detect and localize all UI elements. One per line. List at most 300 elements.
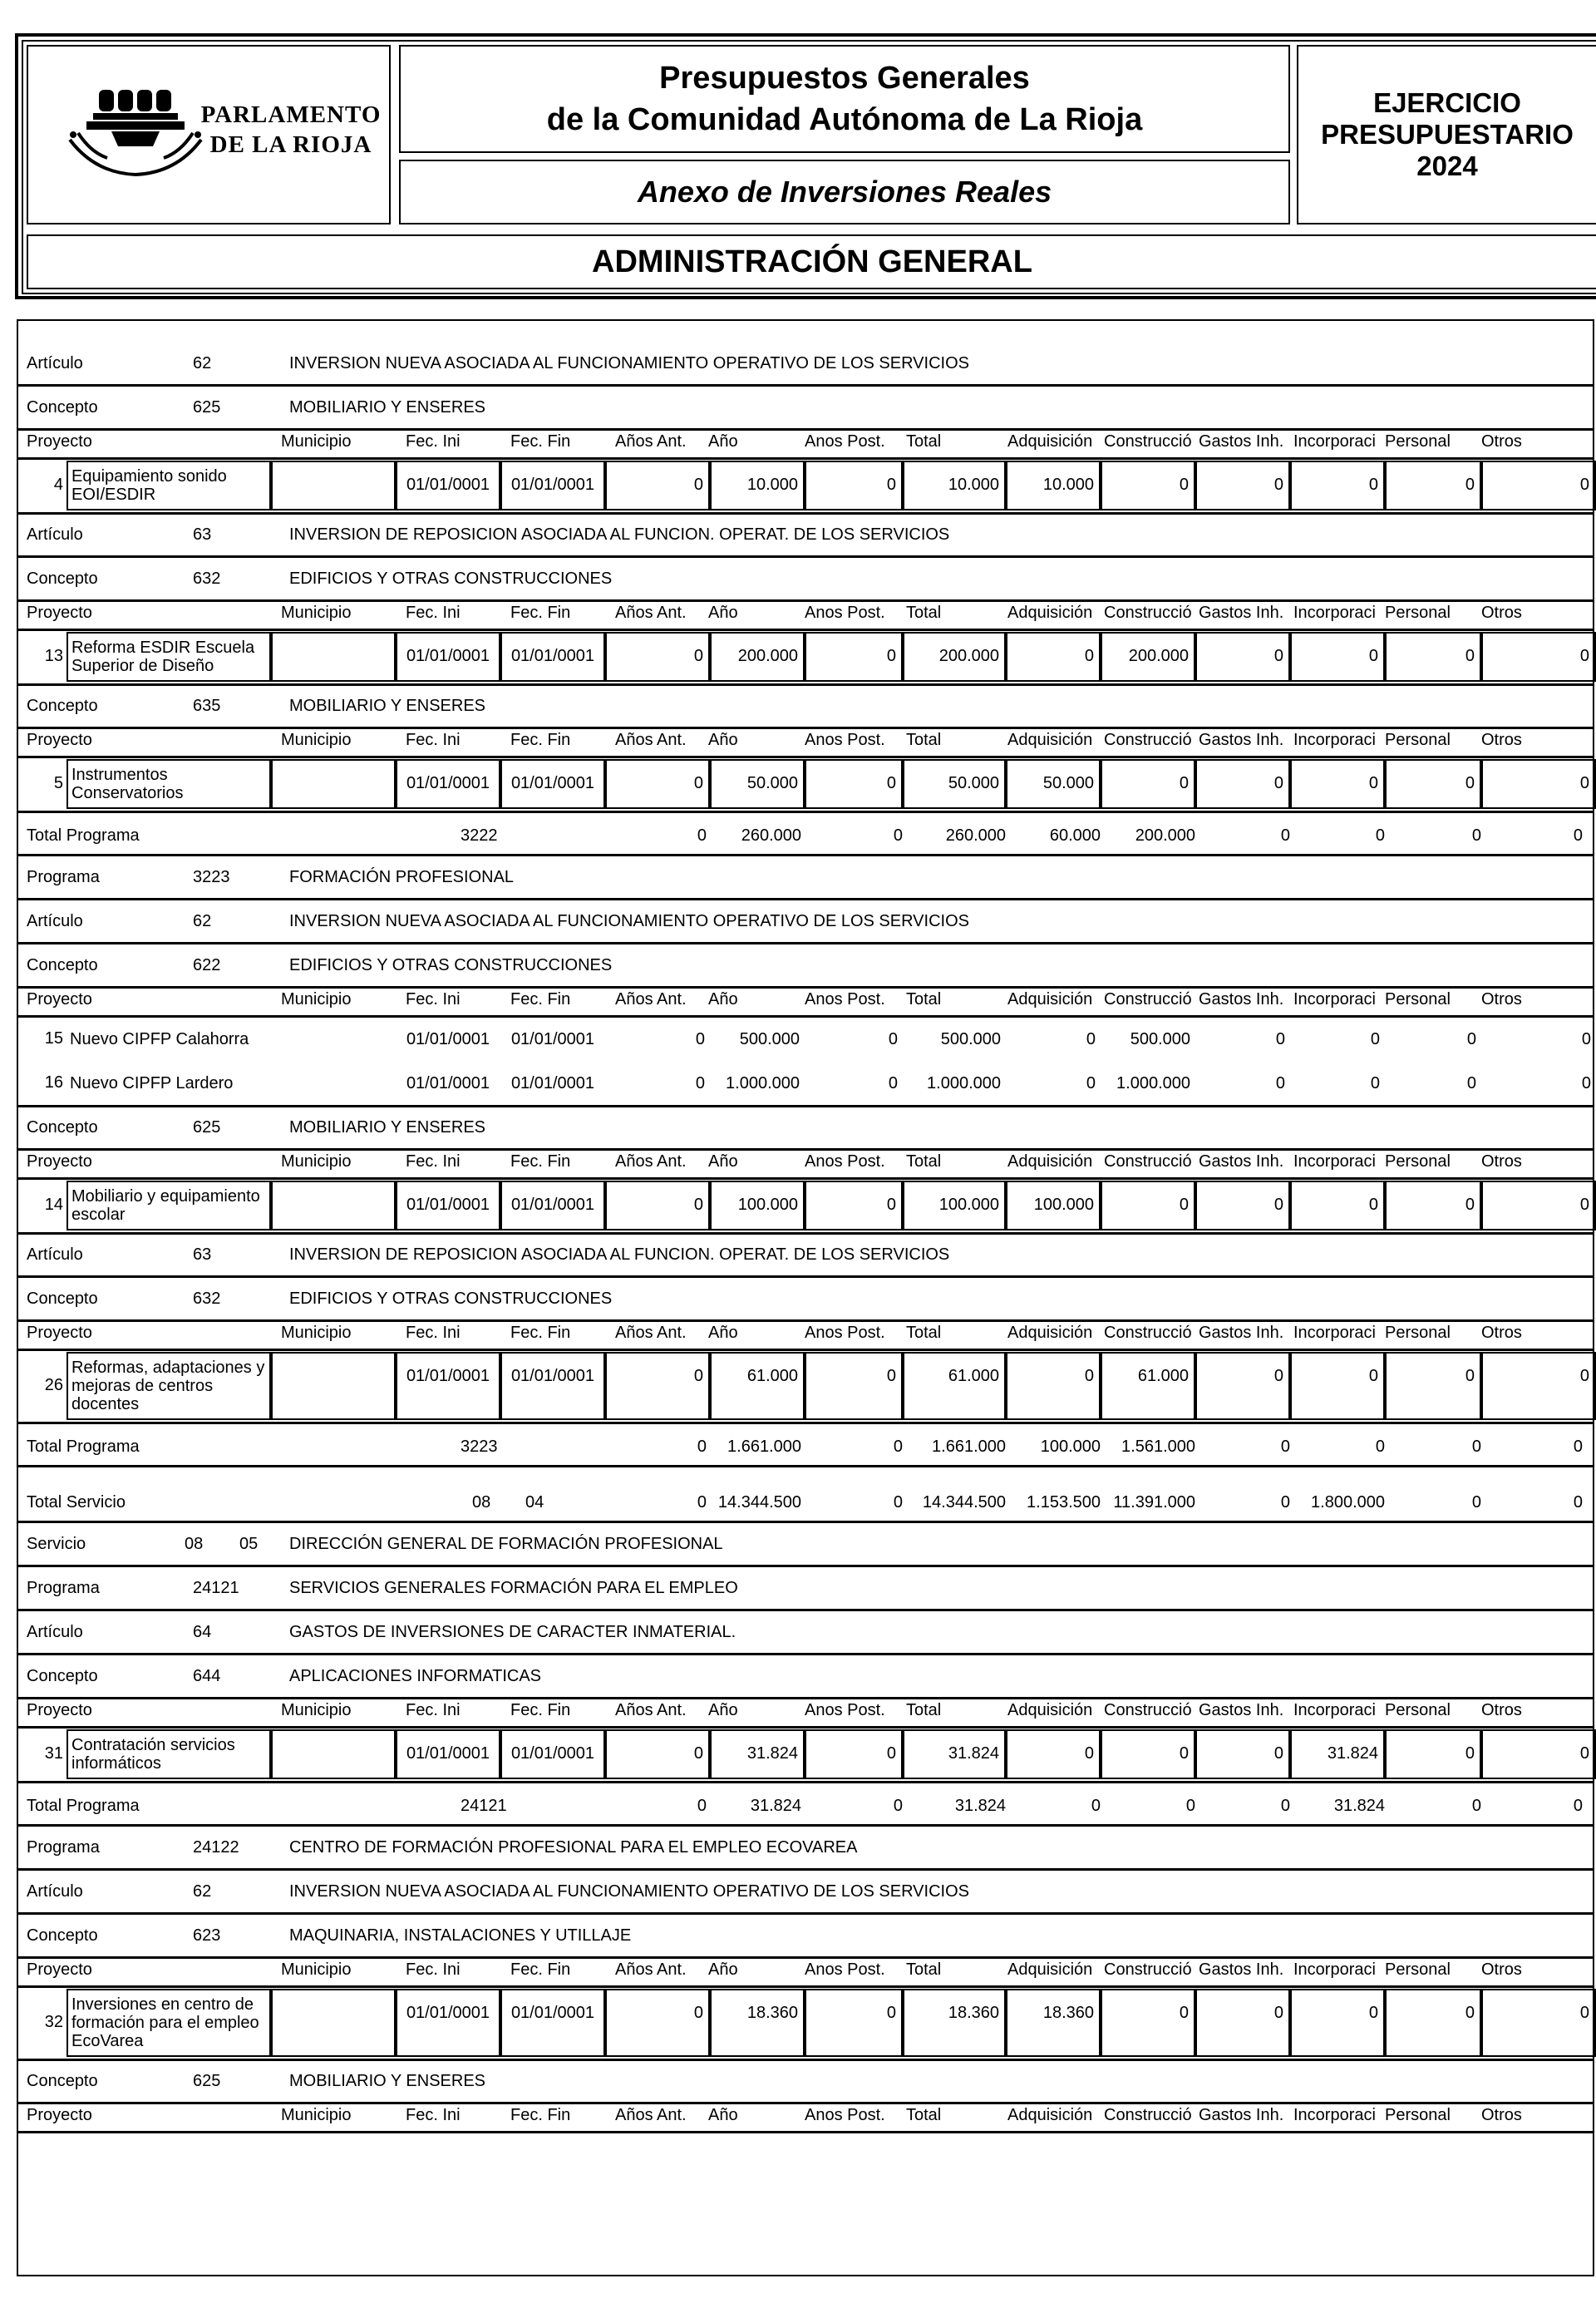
column-header: Anos Post. [805, 1960, 885, 1979]
column-header: Fec. Fin [510, 1324, 571, 1342]
project-value: 0 [1275, 1030, 1285, 1048]
total-value: 0 [1280, 1438, 1290, 1456]
total-value: 200.000 [1135, 826, 1195, 845]
total-value: 1.561.000 [1121, 1438, 1195, 1456]
project-value: 0 [605, 1729, 710, 1779]
total-value: 60.000 [1049, 826, 1101, 845]
project-id: 14 [44, 1196, 63, 1214]
column-header: Otros [1481, 1152, 1522, 1171]
level-code: 24121 [193, 1579, 239, 1597]
row-divider [17, 629, 1594, 631]
column-header: Construcció [1104, 990, 1192, 1009]
column-header: Incorporaci [1293, 1960, 1376, 1979]
total-value: 0 [893, 1797, 903, 1815]
level-code: 632 [193, 1290, 221, 1308]
column-header: Año [708, 990, 738, 1009]
column-header: Año [708, 1324, 738, 1342]
column-header: Personal [1385, 1960, 1451, 1979]
project-description: Reforma ESDIR Escuela Superior de Diseño [66, 632, 271, 682]
column-header: Año [708, 1152, 738, 1171]
project-value: 0 [1195, 1729, 1290, 1779]
project-value: 500.000 [739, 1030, 800, 1048]
project-municipio [271, 1018, 396, 1059]
row-divider [17, 854, 1594, 856]
project-value: 0 [1195, 461, 1290, 510]
level-description: INVERSION DE REPOSICION ASOCIADA AL FUNCION. OPERAT. DE LOS SERVICIOS [289, 525, 950, 544]
total-value: 0 [1280, 1797, 1290, 1815]
row-divider [17, 811, 1594, 813]
column-header: Adquisición [1007, 1152, 1093, 1171]
level-label: Concepto [27, 956, 98, 974]
project-value: 0 [695, 1030, 705, 1048]
column-header: Proyecto [27, 990, 92, 1009]
level-description: MOBILIARIO Y ENSERES [289, 2072, 486, 2090]
level-code: 62 [193, 354, 212, 372]
project-value: 0 [805, 1181, 903, 1230]
project-fec-fin: 01/01/0001 [500, 1729, 605, 1779]
project-value: 0 [805, 759, 903, 809]
column-header: Fec. Fin [510, 1152, 571, 1171]
level-label: Artículo [27, 912, 83, 930]
column-header: Fec. Fin [510, 432, 571, 451]
column-header: Fec. Fin [510, 604, 571, 622]
project-value: 500.000 [940, 1030, 1001, 1048]
project-value: 0 [1290, 632, 1385, 682]
row-divider [17, 1609, 1594, 1611]
column-header: Municipio [281, 990, 352, 1009]
project-fec-fin: 01/01/0001 [500, 759, 605, 809]
row-divider [17, 2131, 1594, 2133]
total-code: 3222 [461, 826, 498, 845]
column-header: Otros [1481, 990, 1522, 1009]
project-value: 10.000 [710, 461, 805, 510]
column-header: Proyecto [27, 1701, 92, 1719]
project-value: 0 [1290, 1181, 1385, 1230]
total-code: 08 [472, 1493, 491, 1512]
project-fec-fin: 01/01/0001 [500, 632, 605, 682]
column-header: Municipio [281, 1152, 352, 1171]
project-value: 0 [1006, 632, 1101, 682]
project-value: 10.000 [1006, 461, 1101, 510]
logo-line2: DE LA RIOJA [209, 131, 372, 158]
level-code: 62 [193, 912, 212, 930]
column-header: Fec. Ini [406, 1152, 461, 1171]
level-label: Servicio [27, 1535, 86, 1553]
column-header: Municipio [281, 432, 352, 451]
column-header: Personal [1385, 1324, 1451, 1342]
column-header: Adquisición [1007, 731, 1093, 749]
level-code: 625 [193, 398, 221, 417]
project-id: 26 [44, 1376, 63, 1394]
project-value: 0 [1481, 759, 1596, 809]
column-header: Fec. Fin [510, 1960, 571, 1979]
project-value: 0 [605, 1181, 710, 1230]
row-divider [17, 1956, 1594, 1959]
title-line2: de la Comunidad Autónoma de La Rioja [546, 102, 1143, 137]
column-header: Personal [1385, 432, 1451, 451]
column-header: Proyecto [27, 432, 92, 451]
column-header: Adquisición [1007, 1324, 1093, 1342]
project-value: 1.000.000 [1116, 1074, 1190, 1092]
total-value: 0 [1091, 1797, 1101, 1815]
logo-box [27, 45, 391, 224]
column-header: Total [906, 2106, 942, 2124]
column-header: Fec. Fin [510, 731, 571, 749]
project-value: 0 [1385, 1181, 1481, 1230]
project-fec-ini: 01/01/0001 [396, 759, 500, 809]
project-value: 0 [1290, 1989, 1385, 2057]
project-value: 0 [1385, 632, 1481, 682]
level-label: Concepto [27, 697, 98, 715]
column-header: Fec. Ini [406, 731, 461, 749]
level-description: EDIFICIOS Y OTRAS CONSTRUCCIONES [289, 1290, 613, 1308]
column-header: Años Ant. [615, 604, 687, 622]
project-municipio [271, 1989, 396, 2057]
project-fec-fin: 01/01/0001 [500, 1989, 605, 2057]
section-title-box [27, 234, 1596, 289]
project-description: Reformas, adaptaciones y mejoras de centros docentes [66, 1352, 271, 1420]
level-code: 64 [193, 1623, 212, 1641]
total-value: 0 [893, 1438, 903, 1456]
row-divider [17, 512, 1594, 515]
row-divider [17, 1521, 1594, 1523]
column-header: Anos Post. [805, 604, 885, 622]
column-header: Año [708, 432, 738, 451]
project-value: 200.000 [710, 632, 805, 682]
column-header: Proyecto [27, 1324, 92, 1342]
level-description: FORMACIÓN PROFESIONAL [289, 868, 515, 886]
column-header: Otros [1481, 731, 1522, 749]
level-code: 625 [193, 2072, 221, 2090]
project-fec-ini: 01/01/0001 [396, 461, 500, 510]
column-header: Total [906, 1960, 942, 1979]
level-code: 08 [185, 1535, 204, 1553]
level-label: Concepto [27, 570, 98, 588]
column-header: Total [906, 1324, 942, 1342]
project-value: 0 [1290, 759, 1385, 809]
column-header: Incorporaci [1293, 990, 1376, 1009]
project-value: 0 [1275, 1074, 1285, 1092]
total-value: 1.153.500 [1027, 1493, 1101, 1512]
column-header: Total [906, 1152, 942, 1171]
row-divider [17, 1565, 1594, 1567]
project-id: 15 [44, 1028, 63, 1048]
row-divider [17, 428, 1594, 431]
column-header: Gastos Inh. [1199, 1152, 1284, 1171]
project-fec-ini: 01/01/0001 [396, 632, 500, 682]
project-fec-ini: 01/01/0001 [406, 1074, 490, 1092]
level-description: INVERSION NUEVA ASOCIADA AL FUNCIONAMIENTO OPERATIVO DE LOS SERVICIOS [289, 912, 969, 930]
row-divider [17, 1824, 1594, 1827]
project-municipio [271, 759, 396, 809]
project-value: 0 [1101, 759, 1195, 809]
column-header: Adquisición [1007, 2106, 1093, 2124]
level-label: Concepto [27, 398, 98, 417]
column-header: Incorporaci [1293, 1324, 1376, 1342]
subtitle-box [399, 160, 1290, 224]
project-value: 0 [1195, 632, 1290, 682]
column-header: Proyecto [27, 604, 92, 622]
project-description: Nuevo CIPFP Calahorra [70, 1029, 249, 1048]
row-divider [17, 727, 1594, 729]
project-value: 18.360 [1006, 1989, 1101, 2057]
total-value: 0 [1185, 1797, 1195, 1815]
level-code: 625 [193, 1118, 221, 1137]
level-description: INVERSION NUEVA ASOCIADA AL FUNCIONAMIENTO OPERATIVO DE LOS SERVICIOS [289, 1882, 969, 1901]
column-header: Años Ant. [615, 731, 687, 749]
level-description: MOBILIARIO Y ENSERES [289, 697, 486, 715]
total-label: Total Programa [27, 1797, 140, 1815]
column-header: Personal [1385, 604, 1451, 622]
column-header: Anos Post. [805, 990, 885, 1009]
row-divider [17, 1275, 1594, 1278]
project-value: 200.000 [1101, 632, 1195, 682]
project-value: 200.000 [903, 632, 1006, 682]
column-header: Proyecto [27, 2106, 92, 2124]
project-value: 100.000 [710, 1181, 805, 1230]
project-value: 0 [805, 1989, 903, 2057]
total-value: 0 [697, 826, 707, 845]
project-fec-ini: 01/01/0001 [406, 1030, 490, 1048]
row-divider [17, 986, 1594, 989]
project-fec-ini: 01/01/0001 [396, 1989, 500, 2057]
column-header: Total [906, 990, 942, 1009]
level-description: SERVICIOS GENERALES FORMACIÓN PARA EL EMPLEO [289, 1579, 738, 1597]
level-label: Concepto [27, 1667, 98, 1685]
total-value: 100.000 [1040, 1438, 1101, 1456]
column-header: Construcció [1104, 1960, 1192, 1979]
project-municipio [271, 1729, 396, 1779]
level-description: EDIFICIOS Y OTRAS CONSTRUCCIONES [289, 570, 613, 588]
column-header: Personal [1385, 2106, 1451, 2124]
project-value: 500.000 [1130, 1030, 1190, 1048]
ejercicio-year: 2024 [1416, 150, 1478, 181]
column-header: Fec. Ini [406, 990, 461, 1009]
column-header: Año [708, 604, 738, 622]
total-value: 31.824 [1333, 1797, 1385, 1815]
project-value: 50.000 [1006, 759, 1101, 809]
column-header: Proyecto [27, 1960, 92, 1979]
row-divider [17, 555, 1594, 558]
level-description: INVERSION DE REPOSICION ASOCIADA AL FUNCION. OPERAT. DE LOS SERVICIOS [289, 1245, 950, 1264]
project-value: 100.000 [903, 1181, 1006, 1230]
column-header: Incorporaci [1293, 1701, 1376, 1719]
total-value: 11.391.000 [1113, 1493, 1195, 1512]
column-header: Otros [1481, 1960, 1522, 1979]
total-value: 260.000 [945, 826, 1006, 845]
project-description: Mobiliario y equipamiento escolar [66, 1181, 271, 1230]
total-value: 0 [893, 826, 903, 845]
project-value: 0 [1101, 1181, 1195, 1230]
level-label: Artículo [27, 1623, 83, 1641]
total-value: 0 [1573, 1438, 1583, 1456]
logo-line1: PARLAMENTO [200, 101, 382, 128]
project-fec-fin: 01/01/0001 [510, 1074, 595, 1092]
project-value: 61.000 [710, 1352, 805, 1420]
project-value: 31.824 [1290, 1729, 1385, 1779]
total-value: 0 [1280, 826, 1290, 845]
row-divider [17, 1653, 1594, 1655]
project-fec-ini: 01/01/0001 [396, 1729, 500, 1779]
row-divider [17, 599, 1594, 602]
total-value: 0 [1375, 1438, 1385, 1456]
project-value: 0 [1370, 1030, 1380, 1048]
total-code: 3223 [461, 1438, 498, 1456]
column-header: Proyecto [27, 1152, 92, 1171]
level-label: Concepto [27, 1926, 98, 1945]
project-value: 31.824 [903, 1729, 1006, 1779]
project-value: 0 [1385, 1989, 1481, 2057]
level-description: GASTOS DE INVERSIONES DE CARACTER INMATERIAL. [289, 1623, 736, 1641]
project-value: 0 [805, 1352, 903, 1420]
project-value: 0 [1481, 632, 1596, 682]
column-header: Fec. Ini [406, 1324, 461, 1342]
project-value: 0 [1101, 1729, 1195, 1779]
title-box [399, 45, 1290, 153]
level-label: Concepto [27, 2072, 98, 2090]
column-header: Fec. Fin [510, 990, 571, 1009]
column-header: Años Ant. [615, 1701, 687, 1719]
project-description: Nuevo CIPFP Lardero [70, 1073, 234, 1092]
total-value: 14.344.500 [922, 1493, 1006, 1512]
project-value: 100.000 [1006, 1181, 1101, 1230]
column-header: Adquisición [1007, 604, 1093, 622]
row-divider [17, 1349, 1594, 1351]
column-header: Gastos Inh. [1199, 2106, 1284, 2124]
column-header: Total [906, 1701, 942, 1719]
column-header: Otros [1481, 432, 1522, 451]
project-id: 31 [44, 1744, 63, 1763]
column-header: Años Ant. [615, 1960, 687, 1979]
project-value: 0 [1466, 1074, 1476, 1092]
project-municipio [271, 1352, 396, 1420]
level-code: 63 [193, 1245, 212, 1264]
project-value: 0 [605, 759, 710, 809]
project-value: 0 [605, 461, 710, 510]
column-header: Municipio [281, 1701, 352, 1719]
column-header: Incorporaci [1293, 731, 1376, 749]
column-header: Adquisición [1007, 1701, 1093, 1719]
row-divider [17, 942, 1594, 944]
project-value: 0 [805, 632, 903, 682]
total-label: Total Programa [27, 826, 140, 845]
project-fec-ini: 01/01/0001 [396, 1352, 500, 1420]
column-header: Año [708, 731, 738, 749]
row-divider [17, 457, 1594, 460]
total-value: 0 [697, 1493, 707, 1512]
project-value: 1.000.000 [927, 1074, 1001, 1092]
project-value: 0 [888, 1074, 898, 1092]
project-id: 5 [53, 774, 63, 792]
column-header: Otros [1481, 604, 1522, 622]
column-header: Gastos Inh. [1199, 731, 1284, 749]
level-label: Artículo [27, 1882, 83, 1901]
level-code: 3223 [193, 868, 230, 886]
project-fec-fin: 01/01/0001 [510, 1030, 595, 1048]
total-value: 0 [1471, 1797, 1481, 1815]
total-value: 260.000 [741, 826, 801, 845]
row-divider [17, 756, 1594, 758]
level-code: 24122 [193, 1838, 239, 1857]
total-value: 14.344.500 [717, 1493, 801, 1512]
column-header: Total [906, 432, 942, 451]
column-header: Municipio [281, 731, 352, 749]
project-value: 0 [1086, 1030, 1096, 1048]
total-value: 1.661.000 [727, 1438, 801, 1456]
column-header: Construcció [1104, 604, 1192, 622]
project-fec-fin: 01/01/0001 [500, 1352, 605, 1420]
total-value: 0 [1375, 826, 1385, 845]
level-description: MAQUINARIA, INSTALACIONES Y UTILLAJE [289, 1926, 632, 1945]
row-divider [17, 1232, 1594, 1235]
level-code2: 05 [239, 1535, 259, 1553]
ejercicio-line1: EJERCICIO [1373, 87, 1521, 118]
project-value: 0 [1006, 1352, 1101, 1420]
column-header: Anos Post. [805, 1701, 885, 1719]
row-divider [17, 1868, 1594, 1871]
column-header: Fec. Fin [510, 1701, 571, 1719]
row-divider [17, 2059, 1594, 2061]
total-label: Total Servicio [27, 1493, 126, 1512]
project-value: 0 [1370, 1074, 1380, 1092]
project-value: 0 [1481, 1181, 1596, 1230]
column-header: Fec. Ini [406, 2106, 461, 2124]
project-id: 16 [44, 1073, 63, 1092]
column-header: Incorporaci [1293, 432, 1376, 451]
row-divider [17, 1319, 1594, 1322]
total-value: 0 [697, 1797, 707, 1815]
column-header: Año [708, 2106, 738, 2124]
project-value: 0 [1581, 1030, 1591, 1048]
total-value: 0 [1471, 1493, 1481, 1512]
project-value: 50.000 [710, 759, 805, 809]
column-header: Total [906, 604, 942, 622]
column-header: Incorporaci [1293, 604, 1376, 622]
column-header: Fec. Ini [406, 432, 461, 451]
column-header: Otros [1481, 2106, 1522, 2124]
project-value: 31.824 [710, 1729, 805, 1779]
project-value: 0 [1195, 1352, 1290, 1420]
column-header: Construcció [1104, 1701, 1192, 1719]
project-value: 0 [1581, 1074, 1591, 1092]
row-divider [17, 1465, 1594, 1467]
column-header: Municipio [281, 604, 352, 622]
row-divider [17, 683, 1594, 686]
column-header: Proyecto [27, 731, 92, 749]
column-header: Gastos Inh. [1199, 1960, 1284, 1979]
level-code: 623 [193, 1926, 221, 1945]
total-value: 0 [1573, 826, 1583, 845]
row-divider [17, 1985, 1594, 1988]
column-header: Anos Post. [805, 1152, 885, 1171]
level-label: Artículo [27, 525, 83, 544]
column-header: Anos Post. [805, 432, 885, 451]
project-value: 0 [605, 1352, 710, 1420]
column-header: Año [708, 1960, 738, 1979]
total-value: 1.800.000 [1311, 1493, 1385, 1512]
row-divider [17, 1177, 1594, 1180]
column-header: Años Ant. [615, 990, 687, 1009]
project-value: 50.000 [903, 759, 1006, 809]
level-description: INVERSION NUEVA ASOCIADA AL FUNCIONAMIENTO OPERATIVO DE LOS SERVICIOS [289, 354, 969, 372]
project-value: 0 [805, 1729, 903, 1779]
total-value: 1.661.000 [932, 1438, 1006, 1456]
title-line1: Presupuestos Generales [659, 61, 1030, 96]
column-header: Fec. Ini [406, 604, 461, 622]
column-header: Personal [1385, 990, 1451, 1009]
project-value: 61.000 [903, 1352, 1006, 1420]
project-value: 0 [1481, 1729, 1596, 1779]
